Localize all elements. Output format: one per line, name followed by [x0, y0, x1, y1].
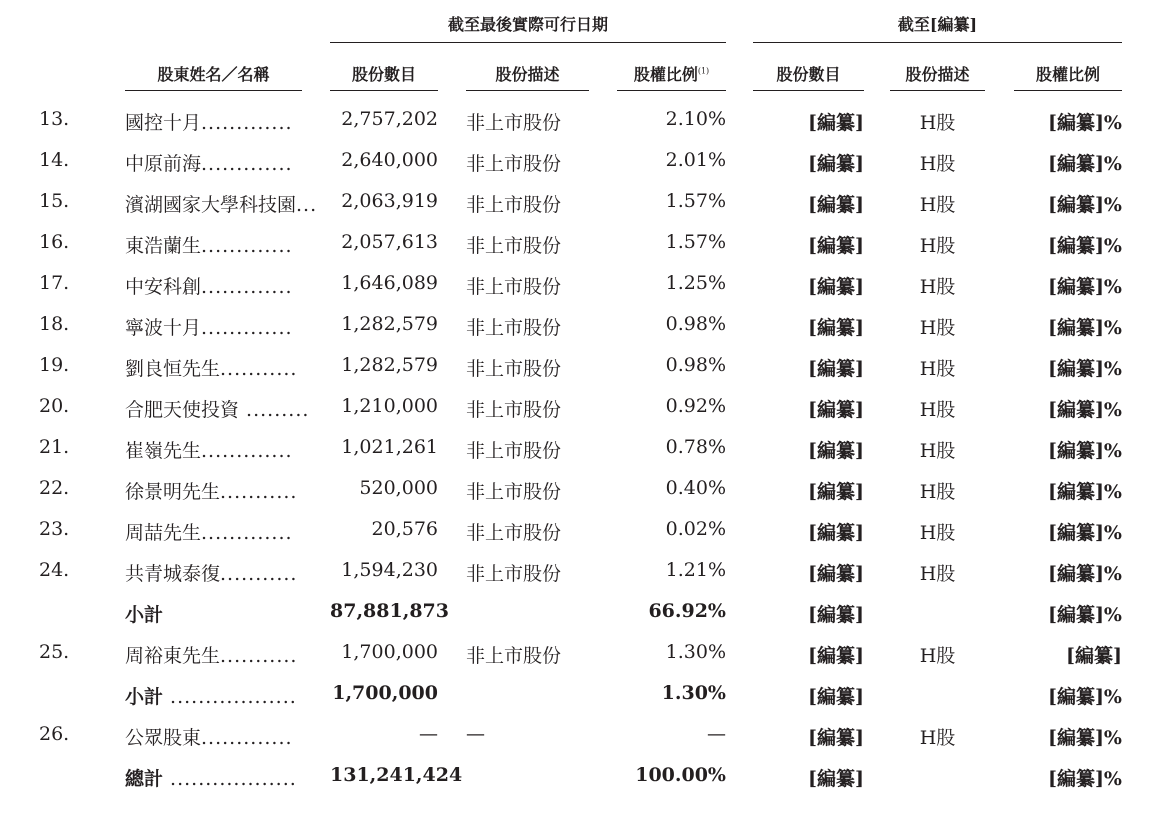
dot-leader: ............. [201, 440, 293, 462]
shareholder-name [125, 436, 302, 463]
shareholding-percentage: 1.30% [665, 641, 726, 663]
redacted-shares: [編纂] [808, 604, 864, 626]
shareholder-name [125, 108, 302, 135]
share-description: 非上市股份 [466, 235, 562, 257]
shareholder-name-label: 公眾股東 [125, 727, 202, 749]
redacted-share-description: H股 [919, 112, 956, 134]
shares-value: 1,210,000 [341, 395, 438, 417]
shareholding-percentage: 1.21% [665, 559, 726, 581]
shareholding-percentage: 1.57% [665, 231, 726, 253]
row-number: 25. [39, 641, 70, 663]
redacted-share-description: H股 [919, 481, 956, 503]
redacted-shares: [編纂] [808, 358, 864, 380]
dot-leader: ........... [220, 563, 298, 585]
shareholder-name [125, 641, 302, 668]
shares-value: 1,282,579 [341, 354, 438, 376]
redacted-shares: [編纂] [808, 112, 864, 134]
shares-value: 20,576 [371, 518, 438, 540]
redacted-percentage: [編纂]% [1047, 563, 1122, 585]
row-number: 22. [39, 477, 70, 499]
dot-leader: ............. [201, 522, 293, 544]
redacted-percentage: [編纂]% [1047, 153, 1122, 175]
dot-leader: ............. [201, 317, 293, 339]
table-row [0, 346, 1159, 387]
shareholding-percentage: 0.92% [665, 395, 726, 417]
share-description: 非上市股份 [466, 153, 562, 175]
table-row [0, 756, 1159, 797]
redacted-percentage: [編纂]% [1047, 194, 1122, 216]
shareholder-name-label: 中安科創 [125, 276, 202, 298]
redacted-percentage: [編纂]% [1047, 358, 1122, 380]
column-header-redacted-shares: 股份數目 [776, 65, 841, 84]
shareholding-percentage: 2.01% [665, 149, 726, 171]
shares-value: 1,594,230 [341, 559, 438, 581]
redacted-shares: [編纂] [808, 563, 864, 585]
shares-value: 2,640,000 [341, 149, 438, 171]
shareholding-percentage: — [707, 723, 726, 745]
shareholding-percentage: 1.30% [661, 682, 726, 704]
row-number: 26. [39, 723, 70, 745]
redacted-percentage: [編纂]% [1047, 317, 1122, 339]
shareholder-name [125, 272, 302, 299]
redacted-shares: [編纂] [808, 481, 864, 503]
row-number: 24. [39, 559, 70, 581]
table-row [0, 715, 1159, 756]
table-row [0, 633, 1159, 674]
column-header-name: 股東姓名／名稱 [157, 65, 270, 84]
share-description: 非上市股份 [466, 440, 562, 462]
table-row [0, 592, 1159, 633]
redacted-share-description: H股 [919, 727, 956, 749]
row-number: 15. [39, 190, 70, 212]
share-description: 非上市股份 [466, 481, 562, 503]
dot-leader: ............. [201, 153, 293, 175]
table-row [0, 428, 1159, 469]
column-header-percentage-label: 股權比例 [633, 65, 698, 84]
share-description: 非上市股份 [466, 645, 562, 667]
table-row [0, 182, 1159, 223]
shareholder-name-label: 劉良恒先生 [125, 358, 221, 380]
shares-value: 1,282,579 [341, 313, 438, 335]
row-number: 16. [39, 231, 70, 253]
row-number: 23. [39, 518, 70, 540]
shareholding-percentage: 0.98% [665, 313, 726, 335]
shareholder-name-label: 共青城泰復 [125, 563, 221, 585]
shares-value: 1,700,000 [341, 641, 438, 663]
column-header-description: 股份描述 [495, 65, 560, 84]
redacted-percentage: [編纂]% [1047, 481, 1122, 503]
redacted-shares: [編纂] [808, 727, 864, 749]
shares-value: — [419, 723, 438, 745]
redacted-percentage: [編纂]% [1047, 522, 1122, 544]
redacted-percentage: [編纂]% [1047, 399, 1122, 421]
table-row [0, 223, 1159, 264]
redacted-percentage: [編纂]% [1047, 276, 1122, 298]
column-header-redacted-percentage-rule [1014, 90, 1122, 91]
redacted-shares: [編纂] [808, 194, 864, 216]
shareholder-name-label: 周喆先生 [125, 522, 202, 544]
redacted-share-description: H股 [919, 358, 956, 380]
dot-leader: ......... [239, 399, 310, 421]
table-row [0, 141, 1159, 182]
shareholder-name-label: 徐景明先生 [125, 481, 221, 503]
table-row [0, 510, 1159, 551]
shareholder-name-label: 總計 [125, 768, 164, 790]
redacted-share-description: H股 [919, 317, 956, 339]
dot-leader: ............. [201, 727, 293, 749]
redacted-percentage: [編纂]% [1047, 604, 1122, 626]
redacted-shares: [編纂] [808, 317, 864, 339]
shareholder-name [125, 682, 302, 709]
redacted-percentage: [編纂]% [1047, 686, 1122, 708]
redacted-shares: [編纂] [808, 235, 864, 257]
redacted-shares: [編纂] [808, 399, 864, 421]
shareholder-name-label: 合肥天使投資 [125, 399, 240, 421]
redacted-percentage: [編纂]% [1047, 235, 1122, 257]
share-description: 非上市股份 [466, 522, 562, 544]
shareholder-name [125, 559, 302, 586]
dot-leader: ........... [220, 358, 298, 380]
shareholder-name-label: 周裕東先生 [125, 645, 221, 667]
redacted-share-description: H股 [919, 276, 956, 298]
share-description: 非上市股份 [466, 358, 562, 380]
shareholding-percentage: 2.10% [665, 108, 726, 130]
shareholder-name [125, 518, 302, 545]
share-description: 非上市股份 [466, 194, 562, 216]
shareholding-percentage: 1.25% [665, 272, 726, 294]
redacted-shares: [編纂] [808, 768, 864, 790]
share-description: 非上市股份 [466, 317, 562, 339]
share-description: 非上市股份 [466, 112, 562, 134]
shares-value: 131,241,424 [330, 764, 463, 786]
redacted-share-description: H股 [919, 522, 956, 544]
shareholder-name-label: 寧波十月 [125, 317, 202, 339]
redacted-shares: [編纂] [808, 522, 864, 544]
shareholding-percentage: 100.00% [635, 764, 726, 786]
shareholder-name-label: 小計 [125, 604, 164, 626]
shareholder-name-label: 國控十月 [125, 112, 202, 134]
shareholding-percentage: 0.40% [665, 477, 726, 499]
redacted-shares: [編纂] [808, 686, 864, 708]
redacted-share-description: H股 [919, 235, 956, 257]
dot-leader: .................. [163, 768, 297, 790]
row-number: 20. [39, 395, 70, 417]
column-header-redacted-shares-rule [753, 90, 864, 91]
redacted-percentage: [編纂]% [1047, 112, 1122, 134]
dot-leader: ... [296, 194, 318, 216]
table-row [0, 551, 1159, 592]
shares-value: 2,757,202 [341, 108, 438, 130]
redacted-share-description: H股 [919, 399, 956, 421]
share-description: 非上市股份 [466, 563, 562, 585]
shares-value: 2,063,919 [341, 190, 438, 212]
redacted-percentage: [編纂]% [1047, 768, 1122, 790]
table-row [0, 674, 1159, 715]
redacted-shares: [編纂] [808, 440, 864, 462]
column-header-redacted-percentage: 股權比例 [1035, 65, 1100, 84]
dot-leader: ............. [201, 112, 293, 134]
column-header-shares: 股份數目 [351, 65, 416, 84]
column-header-percentage [617, 62, 726, 85]
redacted-share-description: H股 [919, 194, 956, 216]
dot-leader: ........... [220, 481, 298, 503]
shareholder-name [125, 190, 318, 217]
table-row [0, 387, 1159, 428]
shareholder-name [125, 395, 310, 422]
shareholder-name [125, 600, 302, 627]
group-header-latest-practicable-date: 截至最後實際可行日期 [447, 15, 608, 34]
shareholder-name [125, 231, 302, 258]
row-number: 19. [39, 354, 70, 376]
shares-value: 1,700,000 [332, 682, 438, 704]
redacted-share-description: H股 [919, 563, 956, 585]
column-header-shares-rule [330, 90, 438, 91]
row-number: 13. [39, 108, 70, 130]
shareholder-name [125, 477, 302, 504]
shares-value: 2,057,613 [341, 231, 438, 253]
shareholder-name [125, 313, 302, 340]
shareholder-name-label: 崔嶺先生 [125, 440, 202, 462]
group-header-redacted-rule [753, 42, 1122, 43]
redacted-shares: [編纂] [808, 645, 864, 667]
shareholder-name-label: 東浩蘭生 [125, 235, 202, 257]
row-number: 21. [39, 436, 70, 458]
shareholder-name [125, 764, 302, 791]
table-row [0, 469, 1159, 510]
shareholding-percentage: 0.78% [665, 436, 726, 458]
dot-leader: ........... [220, 645, 298, 667]
table-row [0, 305, 1159, 346]
shareholder-name-label: 濱湖國家大學科技園 [125, 194, 297, 216]
column-header-redacted-description: 股份描述 [905, 65, 970, 84]
table-row [0, 264, 1159, 305]
redacted-percentage: [編纂] [1066, 645, 1122, 667]
redacted-share-description: H股 [919, 153, 956, 175]
column-header-percentage-rule [617, 90, 726, 91]
table-row [0, 100, 1159, 141]
row-number: 17. [39, 272, 70, 294]
shareholding-percentage: 1.57% [665, 190, 726, 212]
shareholder-name [125, 149, 302, 176]
redacted-share-description: H股 [919, 645, 956, 667]
dot-leader: ............. [201, 235, 293, 257]
group-header-latest-rule [330, 42, 726, 43]
redacted-share-description: H股 [919, 440, 956, 462]
column-header-name-rule [125, 90, 302, 91]
group-header-redacted: 截至[編纂] [897, 15, 978, 34]
shareholding-percentage: 0.98% [665, 354, 726, 376]
shareholder-name [125, 723, 302, 750]
shareholder-name-label: 小計 [125, 686, 164, 708]
row-number: 14. [39, 149, 70, 171]
column-header-description-rule [466, 90, 589, 91]
shares-value: 1,021,261 [341, 436, 438, 458]
share-description: 非上市股份 [466, 399, 562, 421]
dot-leader: ............. [201, 276, 293, 298]
shares-value: 87,881,873 [330, 600, 449, 622]
shareholding-percentage: 0.02% [665, 518, 726, 540]
share-description: — [466, 723, 485, 745]
column-header-redacted-description-rule [890, 90, 985, 91]
shareholding-percentage: 66.92% [648, 600, 726, 622]
shareholder-name-label: 中原前海 [125, 153, 202, 175]
column-header-percentage-footnote: (1) [697, 66, 710, 76]
dot-leader: .................. [163, 686, 297, 708]
redacted-percentage: [編纂]% [1047, 727, 1122, 749]
redacted-shares: [編纂] [808, 276, 864, 298]
shares-value: 1,646,089 [341, 272, 438, 294]
share-description: 非上市股份 [466, 276, 562, 298]
shares-value: 520,000 [359, 477, 438, 499]
row-number: 18. [39, 313, 70, 335]
redacted-shares: [編纂] [808, 153, 864, 175]
shareholder-name [125, 354, 302, 381]
redacted-percentage: [編纂]% [1047, 440, 1122, 462]
